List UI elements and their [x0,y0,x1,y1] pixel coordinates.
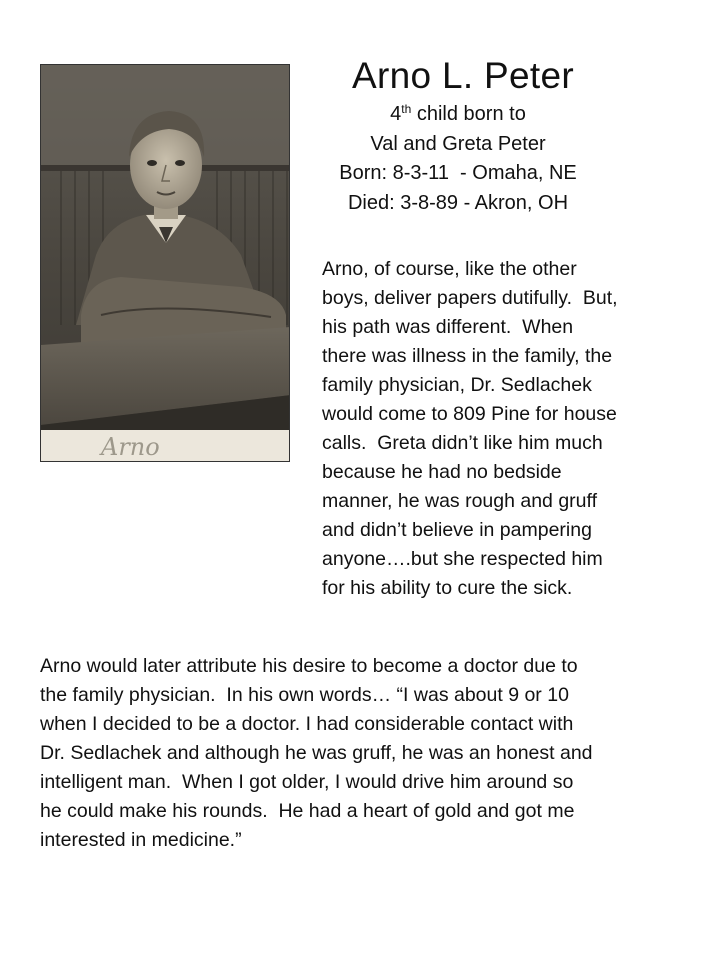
child-ordinal: 4 [390,103,402,125]
story-line: intelligent man. When I got older, I would drive him around so [40,771,574,793]
story-line: boys, deliver papers dutifully. But, [322,287,618,309]
story-line: interested in medicine.” [40,829,242,851]
portrait-illustration [41,65,290,462]
story-line: calls. Greta didn’t like him much [322,432,603,454]
story-line: would come to 809 Pine for house [322,403,617,425]
story-line: his path was different. When [322,316,574,338]
story-line: he could make his rounds. He had a heart of gold and got me [40,800,575,822]
story-paragraph-1 [322,255,682,603]
story-line: when I decided to be a doctor. I had considerable contact with [40,713,574,735]
story-line: for his ability to cure the sick. [322,577,573,599]
story-line: and didn’t believe in pampering [322,519,592,541]
story-line: there was illness in the family, the [322,345,613,367]
page-title: Arno L. Peter [352,55,574,96]
story-line: because he had no bedside [322,461,562,483]
portrait-photo [40,64,290,462]
story-line: anyone….but she respected him [322,548,603,570]
story-line: Arno would later attribute his desire to become a doctor due to [40,655,578,677]
story-line: Dr. Sedlachek and although he was gruff, he was an honest and [40,742,593,764]
biography-header [300,52,616,218]
parents-line: Val and Greta Peter [370,132,546,155]
story-line: Arno, of course, like the other [322,258,577,280]
story-line: the family physician. In his own words… “I was about 9 or 10 [40,684,569,706]
child-order-text: child born to [411,103,526,125]
story-line: manner, he was rough and gruff [322,490,597,512]
died-line: Died: 3-8-89 - Akron, OH [347,191,569,214]
child-ordinal-suffix: th [401,102,412,116]
born-line: Born: 8-3-11 - Omaha, NE [339,162,577,184]
child-order-line [300,100,616,130]
photo-signature: Arno [101,433,160,461]
story-paragraph-2 [40,652,700,855]
story-line: family physician, Dr. Sedlachek [322,374,592,396]
